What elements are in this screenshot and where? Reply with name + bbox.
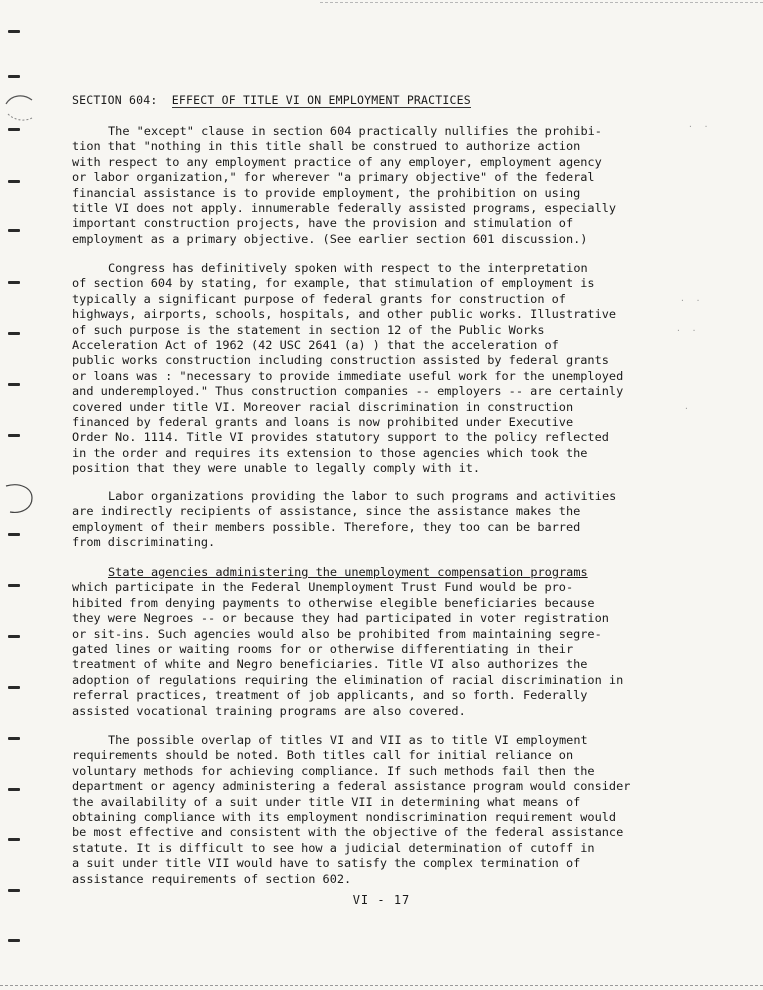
text-line: Labor organizations providing the labor to such programs and activities [108, 489, 617, 503]
scan-speck: · · [680, 296, 704, 305]
text-line: tion that "nothing in this title shall be construed to authorize action [72, 139, 581, 154]
text-line: with respect to any employment practice of any employer, employment agency [72, 154, 602, 169]
text-line: obtaining compliance with its employment nondiscrimination requirement would [72, 810, 617, 825]
margin-mark [8, 737, 20, 740]
scan-speck: · [684, 404, 692, 413]
margin-mark [8, 180, 20, 183]
text-line: gated lines or waiting rooms for or otherwise differentiating in their [72, 642, 574, 657]
paragraph [72, 124, 662, 247]
paragraph [72, 261, 662, 477]
paragraph [72, 733, 662, 887]
margin-mark [8, 686, 20, 689]
top-border-dashes [320, 2, 763, 3]
text-line: and underemployed." Thus construction companies -- employers -- are certainly [72, 384, 624, 399]
scan-speck: · · [688, 122, 712, 131]
scan-speck: · · [676, 326, 700, 335]
text-line: financial assistance is to provide employment, the prohibition on using [72, 185, 581, 200]
text-line: Acceleration Act of 1962 (42 USC 2641 (a) ) that the acceleration of [72, 338, 559, 353]
text-line: or sit-ins. Such agencies would also be prohibited from maintaining segre- [72, 626, 602, 641]
text-line: which participate in the Federal Unemployment Trust Fund would be pro- [72, 580, 574, 595]
margin-mark [8, 128, 20, 131]
text-line: from discriminating. [72, 535, 216, 550]
text-line: assisted vocational training programs are also covered. [72, 703, 466, 718]
section-heading [72, 93, 471, 107]
text-line: the availability of a suit under title VII in determining what means of [72, 794, 581, 809]
margin-mark [8, 383, 20, 386]
text-line: employment as a primary objective. (See earlier section 601 discussion.) [72, 231, 588, 246]
text-line: adoption of regulations requiring the elimination of racial discrimination in [72, 672, 624, 687]
text-line: department or agency administering a federal assistance program would consider [72, 779, 631, 794]
text-line: highways, airports, schools, hospitals, and other public works. Illustrative [72, 307, 617, 322]
text-line: they were Negroes -- or because they had participated in voter registration [72, 611, 609, 626]
margin-mark [8, 434, 20, 437]
text-line: of such purpose is the statement in section 12 of the Public Works [72, 322, 545, 337]
text-line: of section 604 by stating, for example, that stimulation of employment is [72, 276, 595, 291]
text-line: requirements should be noted. Both titles call for initial reliance on [72, 748, 574, 763]
bottom-border-dashes [0, 985, 763, 986]
margin-mark [8, 788, 20, 791]
text-line: hibited from denying payments to otherwise elegible beneficiaries because [72, 595, 595, 610]
text-line: covered under title VI. Moreover racial discrimination in construction [72, 399, 574, 414]
text-line: important construction projects, have the provision and stimulation of [72, 216, 574, 231]
text-line: employment of their members possible. Therefore, they too can be barred [72, 519, 581, 534]
text-line: assistance requirements of section 602. [72, 871, 352, 886]
text-line: in the order and requires its extension to those agencies which took the [72, 445, 588, 460]
paragraph [72, 565, 662, 719]
margin-hole-mark [2, 478, 36, 518]
margin-mark [8, 332, 20, 335]
margin-mark [8, 75, 20, 78]
text-line: title VI does not apply. innumerable federally assisted programs, especially [72, 201, 617, 216]
text-line: or loans was : "necessary to provide immediate useful work for the unemployed [72, 368, 624, 383]
text-line: a suit under title VII would have to satisfy the complex termination of [72, 856, 581, 871]
margin-mark [8, 889, 20, 892]
margin-mark [8, 533, 20, 536]
text-line: The possible overlap of titles VI and VII as to title VI employment [108, 733, 588, 747]
text-line: State agencies administering the unemployment compensation programs [108, 565, 588, 579]
text-line: financed by federal grants and loans is now prohibited under Executive [72, 415, 574, 430]
section-title: EFFECT OF TITLE VI ON EMPLOYMENT PRACTICES [171, 93, 471, 107]
margin-mark [8, 281, 20, 284]
margin-mark [8, 584, 20, 587]
text-line: typically a significant purpose of federal grants for construction of [72, 291, 566, 306]
text-line: voluntary methods for achieving compliance. If such methods fail then the [72, 763, 595, 778]
page-number: VI - 17 [352, 893, 411, 907]
text-line: referral practices, treatment of job applicants, and so forth. Federally [72, 688, 588, 703]
text-line: treatment of white and Negro beneficiaries. Title VI also authorizes the [72, 657, 588, 672]
margin-mark [8, 635, 20, 638]
text-line: be most effective and consistent with the objective of the federal assistance [72, 825, 624, 840]
text-line: or labor organization," for wherever "a primary objective" of the federal [72, 170, 595, 185]
text-line: Congress has definitively spoken with respect to the interpretation [108, 261, 588, 275]
margin-hole-mark [2, 90, 36, 130]
text-line: position that they were unable to legally comply with it. [72, 461, 481, 476]
text-line: are indirectly recipients of assistance, since the assistance makes the [72, 504, 581, 519]
margin-mark [8, 229, 20, 232]
paragraph [72, 489, 662, 551]
section-number: SECTION 604: [72, 93, 158, 107]
text-line: Order No. 1114. Title VI provides statutory support to the policy reflected [72, 430, 609, 445]
margin-mark [8, 838, 20, 841]
text-line: The "except" clause in section 604 practically nullifies the prohibi- [108, 124, 602, 138]
text-line: statute. It is difficult to see how a judicial determination of cutoff in [72, 840, 595, 855]
margin-mark [8, 30, 20, 33]
margin-mark [8, 939, 20, 942]
text-line: public works construction including construction assisted by federal grants [72, 353, 609, 368]
